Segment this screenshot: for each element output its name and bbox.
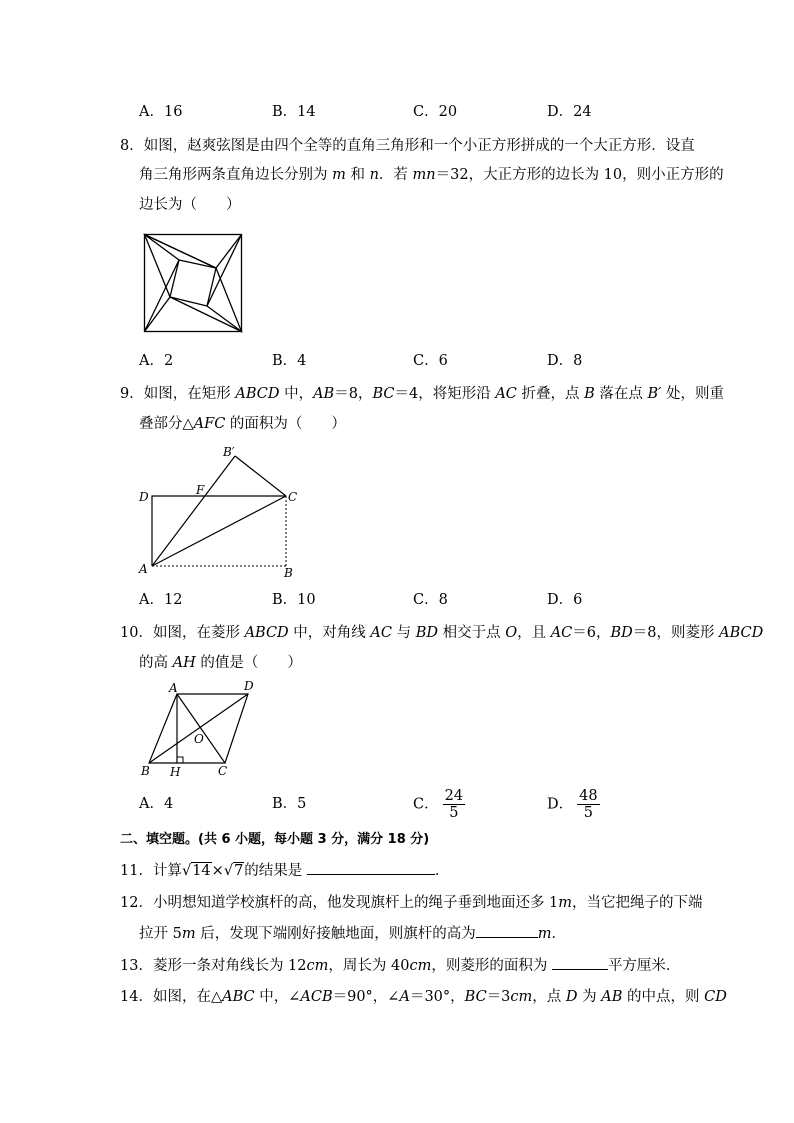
q11-sqrt-14: √14 [181, 863, 211, 879]
q10-option-d[interactable]: D． $\frac{48}{5}$ [547, 788, 598, 821]
q9-option-d[interactable]: D．6 [547, 592, 583, 608]
q8-options [139, 351, 699, 377]
q11-text: 11．计算√14×√7的结果是 ． [120, 860, 449, 881]
q12-answer-blank[interactable] [476, 923, 538, 938]
section2-title: 二、填空题。(共 6 小题，每小题 3 分，满分 18 分) [120, 832, 430, 847]
q9-label-b: B [284, 566, 293, 580]
q10-label-a: A [169, 681, 178, 695]
q8-option-a[interactable]: A．2 [139, 353, 174, 369]
q9-label-a: A [139, 562, 148, 576]
q10-label-c: C [218, 764, 228, 778]
q8-text-line2: 角三角形两条直角边长分别为 m 和 n．若 mn＝32，大正方形的边长为 10，则小正方形的 [139, 167, 724, 183]
q10-options [139, 788, 699, 826]
q10-option-a[interactable]: A．4 [139, 796, 174, 812]
q10-option-c[interactable]: C． $\frac{24}{5}$ [413, 788, 464, 821]
q10-label-b: B [141, 764, 150, 778]
q8-outer-square [145, 235, 242, 332]
q10-option-d-fraction: $\frac{48}{5}$ [579, 788, 598, 821]
q7-option-d[interactable]: D．24 [547, 104, 592, 120]
q10-label-d: D [244, 679, 254, 693]
q13-answer-blank[interactable] [552, 955, 608, 970]
q13-text: 13．菱形一条对角线长为 12cm，周长为 40cm，则菱形的面积为 平方厘米． [120, 955, 680, 976]
q9-label-c: C [288, 490, 298, 504]
q10-diagonal-bd [149, 694, 248, 763]
q9-option-c[interactable]: C．8 [413, 592, 448, 608]
q9-label-f: F [196, 483, 205, 497]
q11-answer-blank[interactable] [307, 860, 435, 875]
q9-options [139, 590, 699, 616]
q10-text-line1: 10．如图，在菱形 ABCD 中，对角线 AC 与 BD 相交于点 O，且 AC＝6，BD＝8，则菱形 ABCD [120, 625, 764, 641]
q9-figure [135, 442, 305, 582]
q11-sqrt-7: √7 [223, 863, 244, 879]
q8-text-line3: 边长为（ ） [139, 197, 241, 213]
q10-label-o: O [194, 732, 204, 746]
q8-figure [139, 229, 249, 337]
q9-line-ab-prime [152, 456, 235, 566]
q14-text: 14．如图，在△ABC 中，∠ACB＝90°，∠A＝30°，BC＝3cm，点 D 为 AB 的中点，则 CD [120, 989, 727, 1005]
q10-option-b[interactable]: B．5 [272, 796, 307, 812]
q8-inner-square [170, 260, 216, 306]
q10-text-line2: 的高 AH 的值是（ ） [139, 655, 302, 671]
q9-label-d: D [139, 490, 149, 504]
q7-option-c[interactable]: C．20 [413, 104, 458, 120]
q10-option-c-fraction: $\frac{24}{5}$ [444, 788, 464, 821]
q9-option-a[interactable]: A．12 [139, 592, 183, 608]
q8-text-line1: 8．如图，赵爽弦图是由四个全等的直角三角形和一个小正方形拼成的一个大正方形．设直 [120, 138, 695, 154]
q7-options [139, 102, 699, 128]
q9-label-b-prime: B′ [223, 445, 235, 459]
q12-text-line1: 12．小明想知道学校旗杆的高，他发现旗杆上的绳子垂到地面还多 1m，当它把绳子的下端 [120, 895, 703, 911]
q8-option-b[interactable]: B．4 [272, 353, 307, 369]
q7-option-b[interactable]: B．14 [272, 104, 316, 120]
q8-option-c[interactable]: C．6 [413, 353, 448, 369]
q8-inner-lines [145, 235, 242, 332]
q9-option-b[interactable]: B．10 [272, 592, 316, 608]
q9-diagonal-ac [152, 496, 286, 566]
q10-right-angle-mark [177, 757, 183, 763]
q8-option-d[interactable]: D．8 [547, 353, 583, 369]
q9-line-b-prime-c [235, 456, 286, 496]
q9-text-line1: 9．如图，在矩形 ABCD 中，AB＝8，BC＝4，将矩形沿 AC 折叠，点 B 落在点 B′ 处，则重 [120, 386, 725, 402]
q7-option-a[interactable]: A．16 [139, 104, 183, 120]
q9-text-line2: 叠部分△AFC 的面积为（ ） [139, 416, 346, 432]
q10-figure [137, 677, 267, 783]
q12-text-line2: 拉开 5m 后，发现下端刚好接触地面，则旗杆的高为 m． [139, 923, 566, 944]
q10-diagonal-ac [177, 694, 225, 763]
q10-label-h: H [170, 765, 181, 779]
